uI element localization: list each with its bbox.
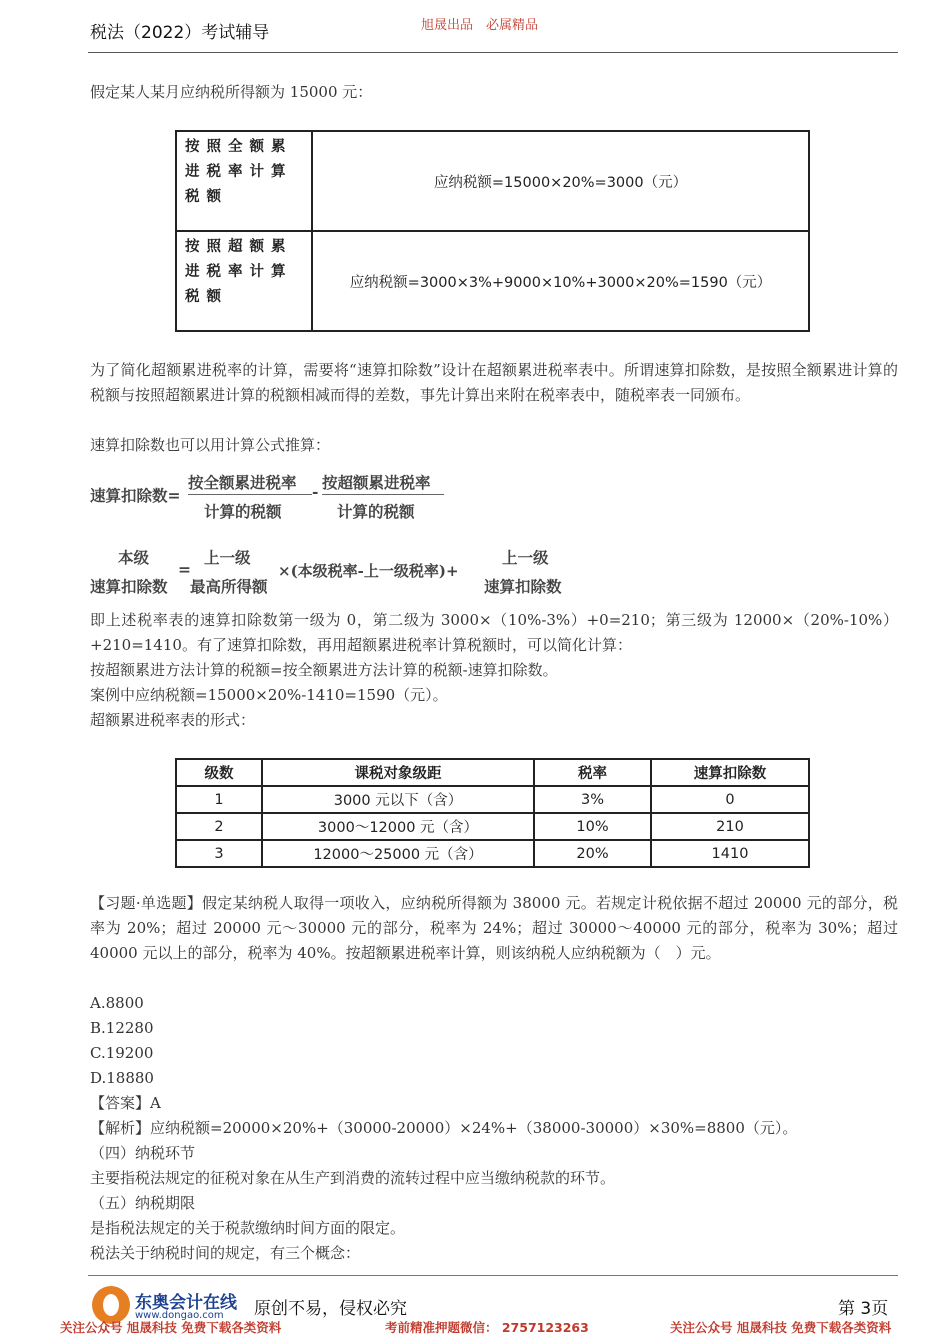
option-b: B.12280 (90, 1019, 154, 1037)
row-label: 按照超额累进税率计算税额 (176, 231, 312, 331)
column-header: 级数 (176, 759, 262, 786)
formula1-fraction-bar-2 (322, 494, 444, 495)
formula1-numerator-1: 按全额累进税率 (188, 473, 297, 492)
formula1-denominator-2: 计算的税额 (337, 502, 415, 521)
copyright-motto: 原创不易，侵权必究 (254, 1299, 407, 1319)
footer-center-promo: 考前精准押题微信： 2757123263 (385, 1320, 589, 1335)
table-row (176, 231, 809, 331)
formula2-current-level-bottom: 速算扣除数 (90, 577, 168, 596)
formula2-prev-level-top: 上一级 (204, 548, 251, 567)
table-cell: 2 (176, 813, 262, 840)
progressive-tax-comparison-table (175, 130, 810, 332)
row-value: 应纳税额=3000×3%+9000×10%+3000×20%=1590（元） (312, 231, 809, 331)
excess-method-paragraph: 按超额累进方法计算的税额=按全额累进方法计算的税额-速算扣除数。 (90, 661, 558, 679)
row-value: 应纳税额=15000×20%=3000（元） (312, 131, 809, 231)
column-header: 课税对象级距 (262, 759, 534, 786)
header-divider (88, 52, 898, 53)
column-header: 速算扣除数 (651, 759, 809, 786)
table-cell: 3% (534, 786, 651, 813)
table-cell: 1410 (651, 840, 809, 867)
table-cell: 0 (651, 786, 809, 813)
exercise-question: 【习题·单选题】假定某纳税人取得一项收入，应纳税所得额为 38000 元。若规定计税依据不超过 20000 元的部分，税率为 20%；超过 20000 元～30000 元的部分，税率为 24%；超过 30000～40000 元的部分，税率为 30%；超过 40000 元以上的部分，税率为 40%。按超额累进税率计算，则该纳税人应纳税额为（ ）元。 (90, 894, 898, 962)
page-number: 第 3页 (838, 1299, 889, 1319)
document-header-title: 税法（2022）考试辅导 (90, 23, 270, 43)
table-row (176, 131, 809, 231)
section4-title: （四）纳税环节 (90, 1144, 196, 1162)
option-a: A.8800 (90, 994, 144, 1012)
rate-table-intro: 超额累进税率表的形式： (90, 711, 256, 729)
analysis-line: 【解析】应纳税额=20000×20%+（30000-20000）×24%+（38000-30000）×30%=8800（元）。 (90, 1119, 798, 1137)
formula2-prev-level-bottom: 最高所得额 (190, 577, 268, 596)
table-header-row (176, 759, 809, 786)
table-cell: 3 (176, 840, 262, 867)
footer-right-promo: 关注公众号 旭晟科技 免费下载各类资料 (670, 1320, 892, 1335)
formula1-denominator-1: 计算的税额 (204, 502, 282, 521)
table-row (176, 840, 809, 867)
formula2-prev-deduction-bottom: 速算扣除数 (484, 577, 562, 596)
table-row (176, 813, 809, 840)
section5-text: 是指税法规定的关于税款缴纳时间方面的限定。 (90, 1219, 406, 1237)
table-cell: 1 (176, 786, 262, 813)
table-row (176, 786, 809, 813)
footer-divider (88, 1275, 898, 1276)
row-label: 按照全额累进税率计算税额 (176, 131, 312, 231)
answer-line: 【答案】A (90, 1094, 161, 1112)
deduction-calculation-paragraph: 即上述税率表的速算扣除数第一级为 0，第二级为 3000×（10%-3%）+0=210；第三级为 12000×（20%-10%）+210=1410。有了速算扣除数，再用超额累进税率计算税额时，可以简化计算： (90, 611, 898, 654)
tax-time-concepts-line: 税法关于纳税时间的规定，有三个概念： (90, 1244, 361, 1262)
table-cell: 3000 元以下（含） (262, 786, 534, 813)
formula2-rate-difference: ×(本级税率-上一级税率)+ (278, 562, 459, 580)
formula1-numerator-2: 按超额累进税率 (322, 473, 431, 492)
intro-paragraph: 假定某人某月应纳税所得额为 15000 元： (90, 83, 373, 101)
case-calculation-paragraph: 案例中应纳税额=15000×20%-1410=1590（元）。 (90, 686, 448, 704)
logo-url: www.dongao.com (135, 1310, 224, 1321)
progressive-rate-table (175, 758, 810, 868)
formula2-current-level-top: 本级 (118, 548, 150, 567)
dongao-logo-mark (103, 1294, 119, 1316)
table-cell: 210 (651, 813, 809, 840)
formula2-equals: = (178, 560, 191, 579)
column-header: 税率 (534, 759, 651, 786)
section4-text: 主要指税法规定的征税对象在从生产到消费的流转过程中应当缴纳税款的环节。 (90, 1169, 616, 1187)
table-cell: 10% (534, 813, 651, 840)
footer-left-promo: 关注公众号 旭晟科技 免费下载各类资料 (60, 1320, 282, 1335)
table-cell: 20% (534, 840, 651, 867)
section5-title: （五）纳税期限 (90, 1194, 196, 1212)
table-cell: 3000～12000 元（含） (262, 813, 534, 840)
header-brand-slogan: 旭晟出品 必属精品 (421, 18, 539, 33)
option-d: D.18880 (90, 1069, 154, 1087)
option-c: C.19200 (90, 1044, 154, 1062)
table-cell: 12000～25000 元（含） (262, 840, 534, 867)
formula-intro: 速算扣除数也可以用计算公式推算： (90, 436, 331, 454)
formula1-fraction-bar-1 (188, 494, 312, 495)
formula1-minus: - (312, 482, 319, 501)
formula1-lhs: 速算扣除数= (90, 486, 181, 505)
formula2-prev-deduction-top: 上一级 (502, 548, 549, 567)
logo-name: 东奥会计在线 (135, 1293, 237, 1313)
quick-deduction-explanation: 为了简化超额累进税率的计算，需要将“速算扣除数”设计在超额累进税率表中。所谓速算扣除数，是按照全额累进计算的税额与按照超额累进计算的税额相减而得的差数，事先计算出来附在税率表中，随税率表一同颁布。 (90, 361, 898, 404)
